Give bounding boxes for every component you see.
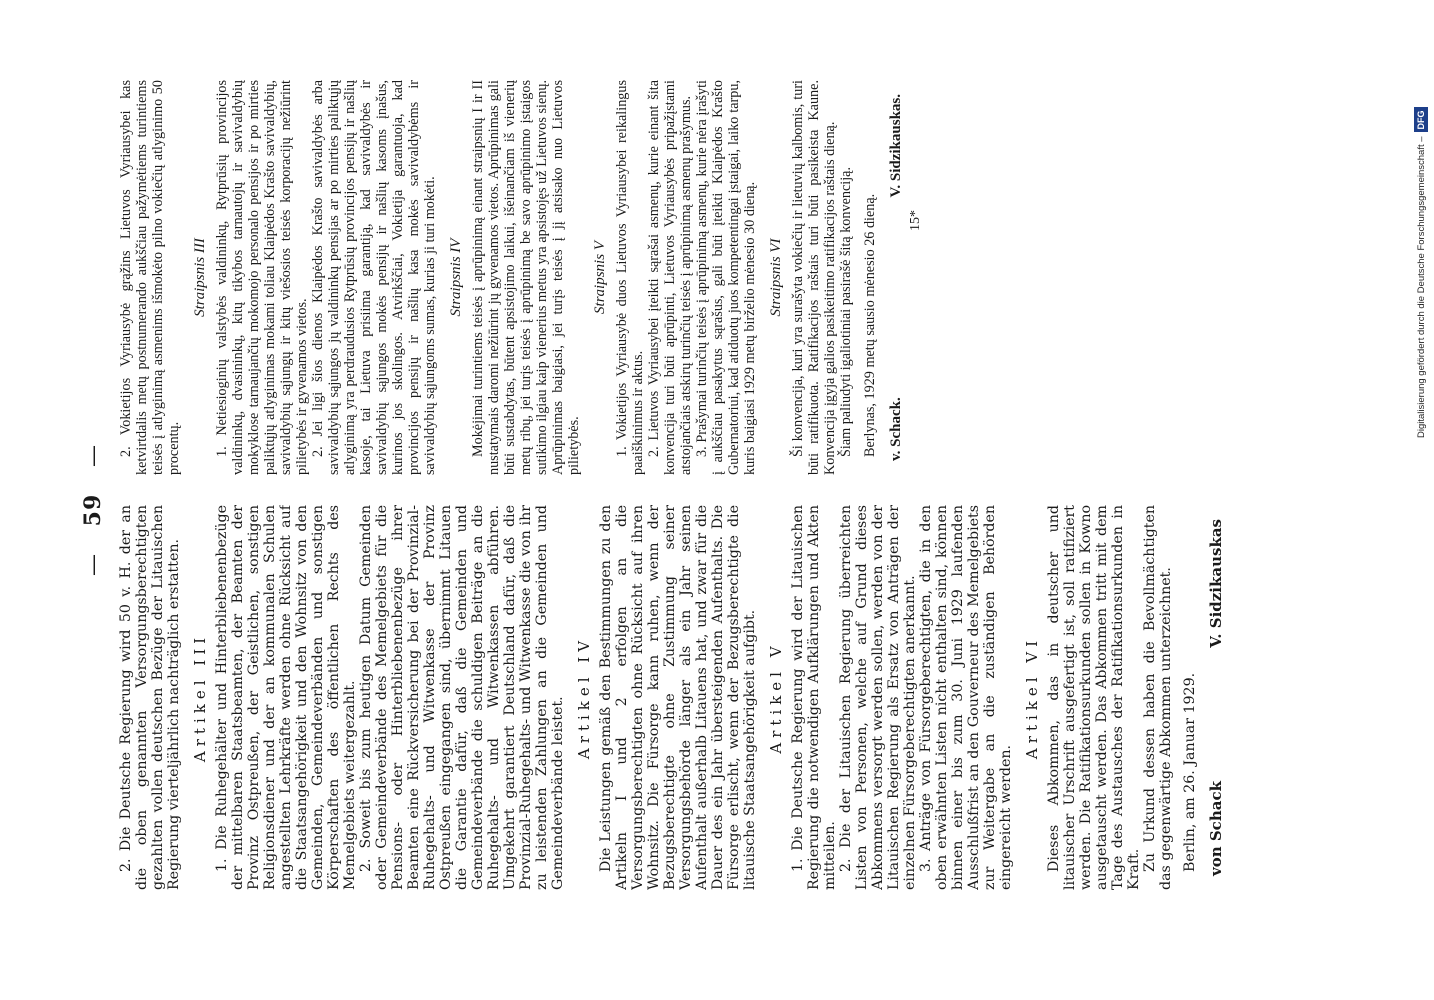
lt-intro-paragraph: 2. Vokietijos Vyriausybė grąžins Lietuvos Vyriausybei kas ketvirtdalis metų postnumerando aukščiau pažymėtiems turintiems teisės į atlyginimą asmenims išmokėto pilno vokiečių atlyginimo 50 procentų. [118,80,182,475]
lt-article-5-heading: Straipsnis V [592,241,608,314]
de-signatures [1208,505,1224,890]
de-article-4-heading: Artikel IV [575,635,593,760]
lithuanian-text-column [118,80,1298,475]
digitization-credit-strip [1414,8,1428,438]
de-article-5-paragraph-2: 2. Die der Litauischen Regierung überreichten Listen von Personen, welche auf Grund dieses Abkommens versorgt werden sollen, werden von der Litauischen Regierung als Ersatz von Anträgen der einzelnen Fürsorgeberechtigten anerkannt. [838,505,918,890]
de-article-6-paragraph-1: Dieses Abkommen, das in deutscher und litauischer Urschrift ausgefertigt ist, soll ratifiziert werden. Die Ratifikationsurkunden sollen in Kowno ausgetauscht werden. Das Abkommen tritt mit dem Tage des Austausches der Ratifikationsurkunden in Kraft. [1046,505,1142,890]
lt-article-6-paragraph-2: Šiam paliudyti igaliotiniai pasirašė šitą konvenciją. [838,167,854,457]
digitization-credit-text: Digitalisierung gefördert durch die Deutsche Forschungsgemeinschaft – [1416,136,1427,438]
lt-signatures [888,80,904,475]
german-text-column [118,505,1298,890]
dfg-logo: DFG [1414,107,1428,132]
signature-sheet-mark: 15* [908,210,923,231]
de-article-4-paragraph-1: Die Leistungen gemäß den Bestimmungen zu den Artikeln I und 2 erfolgen an die Versorgungsberechtigten ohne Rücksicht auf ihren Wohnsitz. Die Fürsorge kann ruhen, wenn der Bezugsberechtigte ohne Zustimmung seiner Versorgungsbehörde länger als ein Jahr seinen Aufenthalt außerhalb Litauens hat, und zwar für die Dauer des ein Jahr übersteigenden Aufenthalts. Die Fürsorge erlischt, wenn der Bezugsberechtigte die litauische Staatsangehörigkeit aufgibt. [598,505,758,890]
page-number: 59 [80,493,106,527]
de-place-date: Berlin, am 26. Januar 1929. [1182,672,1198,872]
lt-article-5-paragraph-2: 2. Lietuvos Vyriausybei įteikti sąrašai asmenų, kurie einant šita konvencija turi būti aprūpinti, Lietuvos Vyriausybės pripažįstami atstojančiais atskirų turinčių teisės į aprūpinimą asmenų prašymus. [646,80,694,475]
de-article-5-heading: Artikel V [767,641,785,754]
header-dash-left: — [81,552,106,576]
de-article-5-paragraph-1: 1. Die Deutsche Regierung wird der Litauischen Regierung die notwendigen Aufklärungen und Akten mitteilen. [790,505,838,890]
lt-article-5-paragraph-3: 3. Prašymai turinčių teisės į aprūpinimą asmenų, kurie nėra įrašyti į aukščiau pasakytus sąrašus, gali būti įteikti Klaipėdos Krašto Gubernatoriui, kad atiduotų juos kompetentingai įstaigai, laiko tarpu, kuris baigiasi 1929 metų birželio mėnesio 30 dieną. [694,80,758,475]
de-intro-paragraph: 2. Die Deutsche Regierung wird 50 v. H. der an die oben genannten Versorgungsberechtigten gezahlten vollen deutschen Bezüge der Litauischen Regierung vierteljährlich nachträglich erstatten. [118,505,182,890]
de-signature-left: von Schack [1207,781,1225,876]
lt-article-3-paragraph-2: 2. Jei ligi šios dienos Klaipėdos Krašto savivaldybės arba savivaldybių sąjungos jų valdininkų pensijas ar po mirties paliktųjų atlyginimą yra perdraudusios Rytprūsių provincijos pensijų ir našlių kasoje, tai Lietuva prisiima garantiją, kad savivaldybės ir savivaldybių sąjungos mokės pensijų ir našlių kasoms įnašus, kurinos jos skolingos. Atvirkščiai, Vokietija garantuoja, kad provincijos pensijų ir našlių kasa mokės savivaldybėms ir savivaldybių sąjungoms sumas, kurias ji turi mokėti. [310,80,438,475]
de-article-6-heading: Artikel VI [1023,635,1041,760]
lt-place-date: Berlynas, 1929 metų sausio mėnesio 26 dieną. [862,193,878,457]
lt-article-3-heading: Straipsnis III [192,238,208,317]
de-article-3-heading: Artikel III [191,632,209,763]
lt-signature-left: v. Schack. [888,397,904,461]
lt-article-4-paragraph-1: Mokėjimai turintiems teisės į aprūpinimą einant straipsnių I ir II nustatymais daromi nežiūrint jų gyvenamos vietos. Aprūpinimas gali būti sustabdytas, būtent apsistojimo laikui, išeinančiam iš vienerių metų ribų, jei turįs teisės į aprūpinimą be savo aprūpinimo įstaigos sutikimo ilgiau kaip vienerius metus yra apsistojęs už Lietuvos sienų. Aprūpinimas baigiasi, jei turįs teisės į jį atsisako nuo Lietuvos pilietybės. [470,80,582,475]
de-signature-right: V. Sidzikauskas [1207,519,1225,648]
lt-article-3-paragraph-1: 1. Netiesioginių valstybės valdininkų, Rytprūsių provincijos valdininkų, dvasininkų, kitų tikybos tarnautojų ir savivaldybių mokyklose tarnaujančių mokomojo personalo pensijos ir po mirties paliktųjų atlyginimas mokami toliau Klaipėdos Krašto savivaldybių, savivaldybių sąjungų ir kitų viešosios teisės korporacijų nežiūrint pilietybės ir gyvenamos vietos. [214,80,310,475]
header-dash-right: — [81,444,106,468]
de-article-3-paragraph-2: 2. Soweit bis zum heutigen Datum Gemeinden oder Gemeindeverbände des Memelgebiets für die Pensions- oder Hinterbliebenenbezüge ihrer Beamten eine Rückversicherung bei der Provinzial-Ruhegehalts- und Witwenkasse der Provinz Ostpreußen eingegangen sind, übernimmt Litauen die Garantie dafür, daß die Gemeinden und Gemeindeverbände die schuldigen Beiträge an die Ruhegehalts- und Witwenkassen abführen. Umgekehrt garantiert Deutschland dafür, daß die Provinzial-Ruhegehalts- und Witwenkasse die von ihr zu leistenden Zahlungen an die Gemeinden und Gemeindeverbände leistet. [358,505,566,890]
de-article-3-paragraph-1: 1. Die Ruhegehälter und Hinterbliebenenbezüge der mittelbaren Staatsbeamten, der Beamten der Provinz Ostpreußen, der Geistlichen, sonstigen Religionsdiener und der an kommunalen Schulen angestellten Lehrkräfte werden ohne Rücksicht auf die Staatsangehörigkeit und den Wohnsitz von den Gemeinden, Gemeindeverbänden und sonstigen Körperschaften des öffentlichen Rechts des Memelgebiets weitergezahlt. [214,505,358,890]
lt-signature-right: V. Sidzikauskas. [888,94,904,198]
de-article-5-paragraph-3: 3. Anträge von Fürsorgeberechtigten, die in den oben erwähnten Listen nicht enthalten sind, können binnen einer bis zum 30. Juni 1929 laufenden Ausschlußfrist an den Gouverneur des Memelgebiets zur Weitergabe an die zuständigen Behörden eingereicht werden. [918,505,1014,890]
lt-article-4-heading: Straipsnis IV [448,238,464,317]
lt-article-6-paragraph-1: Ši konvencija, kuri yra surašyta vokiečių ir lietuvių kalbomis, turi būti ratifikuota. Ratifikacijos raštais turi būti pasikeista Kaune. Konvencija įgyja galios pasikeitimo ratifikacijos raštais dieną. [790,80,838,475]
page-header [80,110,110,910]
lt-article-5-paragraph-1: 1. Vokietijos Vyriausybė duos Lietuvos Vyriausybei reikalingus paaiškinimus ir aktus. [614,80,646,475]
de-article-6-paragraph-2: Zu Urkund dessen haben die Bevollmächtigten das gegenwärtige Abkommen unterzeichnet. [1142,505,1174,890]
lt-article-6-heading: Straipsnis VI [768,238,784,317]
